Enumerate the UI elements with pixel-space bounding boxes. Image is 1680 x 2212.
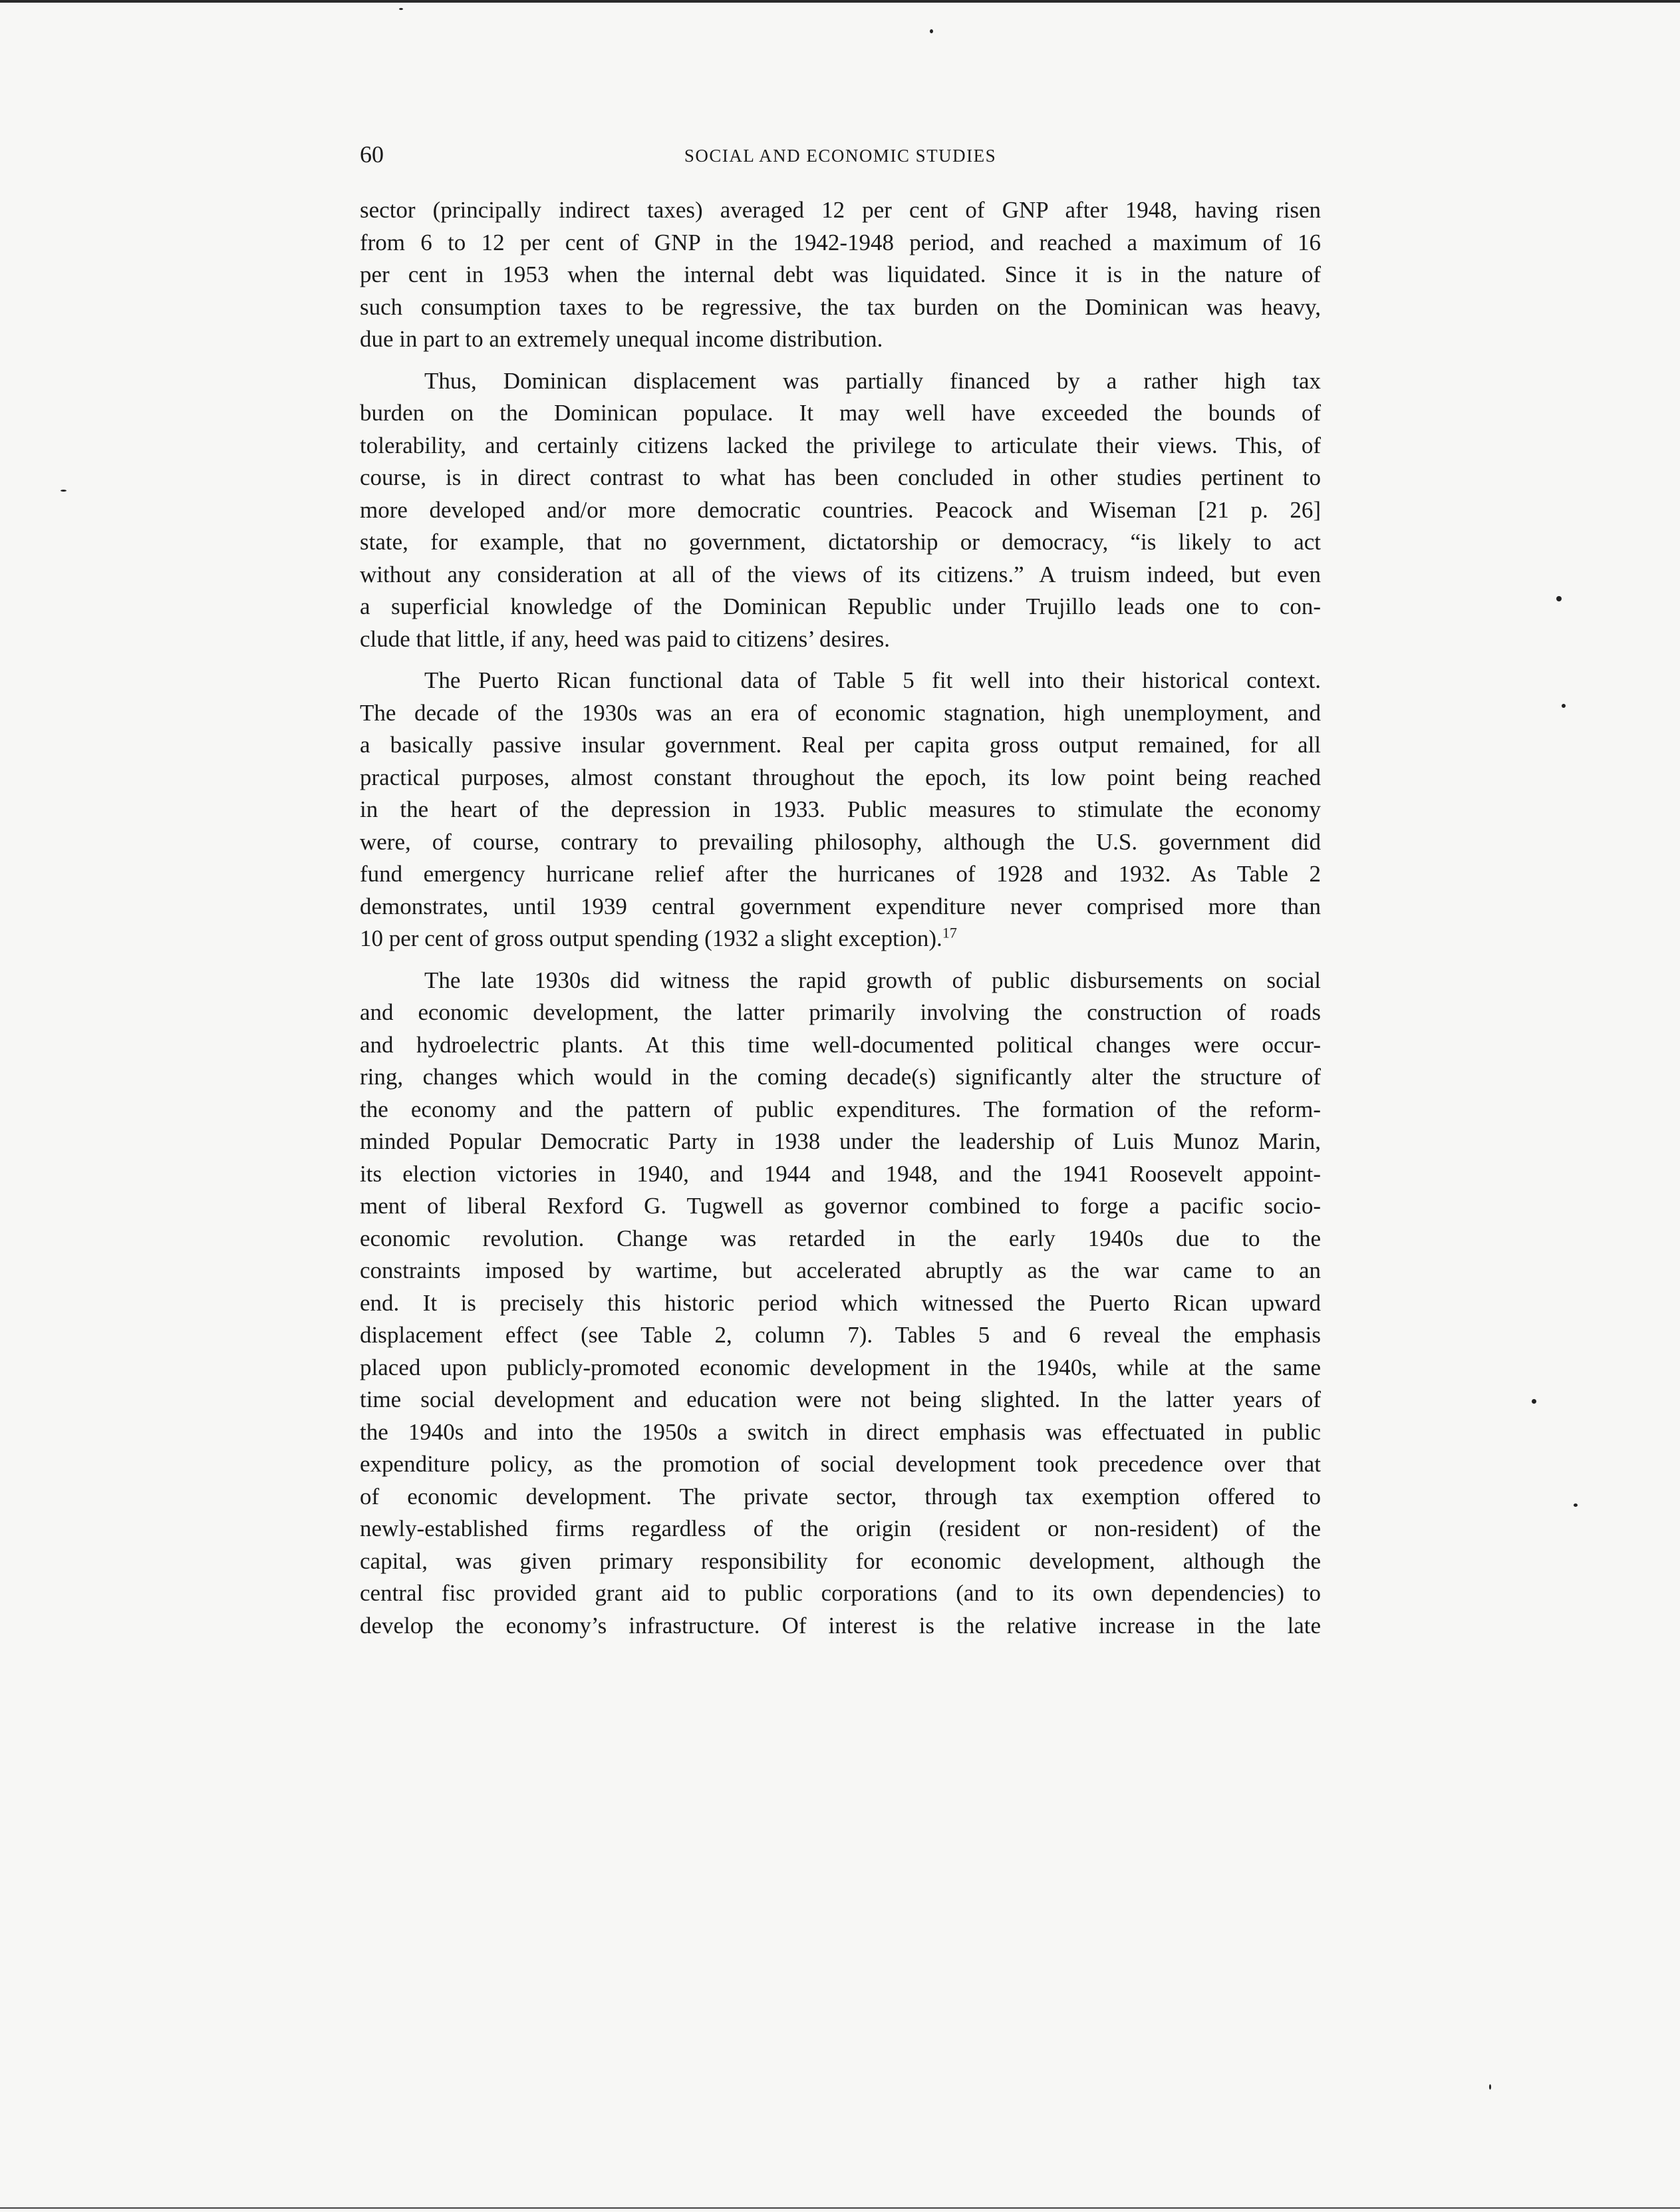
text-line: due in part to an extremely unequal income distribution. (360, 326, 883, 352)
text-line: placed upon publicly-promoted economic development in the 1940s, while at the same (360, 1354, 1321, 1380)
scan-speck (1489, 2084, 1491, 2090)
text-line: per cent in 1953 when the internal debt was liquidated. Since it is in the nature of (360, 261, 1321, 287)
text-line: The decade of the 1930s was an era of economic stagnation, high unemployment, and (360, 699, 1321, 726)
text-line: ring, changes which would in the coming decade(s) significantly alter the structure of (360, 1064, 1321, 1090)
scan-speck (930, 29, 933, 33)
paragraph-4 (360, 965, 1321, 1643)
text-line: fund emergency hurricane relief after the hurricanes of 1928 and 1932. As Table 2 (360, 861, 1321, 887)
text-line: The late 1930s did witness the rapid growth of public disbursements on social (424, 967, 1321, 993)
text-line: economic revolution. Change was retarded in the early 1940s due to the (360, 1225, 1321, 1251)
text-line: and economic development, the latter primarily involving the construction of roads (360, 999, 1321, 1025)
text-line: and hydroelectric plants. At this time well-documented political changes were occur- (360, 1031, 1321, 1058)
text-line: The Puerto Rican functional data of Table 5 fit well into their historical context. (424, 667, 1321, 693)
text-line: the economy and the pattern of public expenditures. The formation of the reform- (360, 1096, 1321, 1122)
text-line: constraints imposed by wartime, but accelerated abruptly as the war came to an (360, 1257, 1321, 1283)
text-line: sector (principally indirect taxes) averaged 12 per cent of GNP after 1948, having risen (360, 197, 1321, 223)
running-head: SOCIAL AND ECONOMIC STUDIES (684, 146, 997, 166)
text-line: demonstrates, until 1939 central government expenditure never comprised more than (360, 893, 1321, 919)
text-line: tolerability, and certainly citizens lacked the privilege to articulate their views. This, of (360, 432, 1321, 458)
paragraph-3 (360, 665, 1321, 955)
text-line: its election victories in 1940, and 1944 and 1948, and the 1941 Roosevelt appoint- (360, 1160, 1321, 1187)
paragraph-2 (360, 365, 1321, 656)
page-number: 60 (360, 141, 384, 168)
text-line: more developed and/or more democratic countries. Peacock and Wiseman [21 p. 26] (360, 496, 1321, 523)
scan-top-edge (0, 0, 1680, 3)
footnote-reference: 17 (942, 924, 957, 941)
text-line: Thus, Dominican displacement was partially financed by a rather high tax (424, 367, 1321, 394)
text-line: displacement effect (see Table 2, column 7). Tables 5 and 6 reveal the emphasis (360, 1322, 1321, 1348)
paragraph-1 (360, 194, 1321, 356)
text-line: end. It is precisely this historic period which witnessed the Puerto Rican upward (360, 1289, 1321, 1316)
text-line: a superficial knowledge of the Dominican Republic under Trujillo leads one to con- (360, 593, 1321, 619)
scan-speck (1532, 1399, 1536, 1404)
text-line: central fisc provided grant aid to public corporations (and to its own dependencies) to (360, 1580, 1321, 1606)
text-line: of economic development. The private sector, through tax exemption offered to (360, 1483, 1321, 1509)
text-line: from 6 to 12 per cent of GNP in the 1942-1948 period, and reached a maximum of 16 (360, 229, 1321, 255)
text-line: develop the economy’s infrastructure. Of interest is the relative increase in the late (360, 1612, 1321, 1639)
scan-speck (1556, 596, 1562, 601)
text-line: practical purposes, almost constant throughout the epoch, its low point being reached (360, 764, 1321, 790)
text-line: clude that little, if any, heed was paid to citizens’ desires. (360, 625, 890, 652)
text-line: without any consideration at all of the views of its citizens.” A truism indeed, but even (360, 561, 1321, 587)
text-line-content: 10 per cent of gross output spending (1932 a slight exception). (360, 925, 942, 951)
text-line: a basically passive insular government. Real per capita gross output remained, for all (360, 732, 1321, 758)
text-line: minded Popular Democratic Party in 1938 under the leadership of Luis Munoz Marin, (360, 1128, 1321, 1154)
text-line (360, 923, 1321, 955)
text-line: course, is in direct contrast to what has been concluded in other studies pertinent to (360, 464, 1321, 490)
text-line: newly-established firms regardless of the origin (resident or non-resident) of the (360, 1515, 1321, 1541)
text-line: ment of liberal Rexford G. Tugwell as governor combined to forge a pacific socio- (360, 1193, 1321, 1219)
scan-speck (1562, 704, 1566, 708)
body-text (360, 194, 1321, 1651)
text-line: were, of course, contrary to prevailing philosophy, although the U.S. government did (360, 828, 1321, 855)
text-line: state, for example, that no government, dictatorship or democracy, “is likely to act (360, 529, 1321, 555)
text-line: time social development and education were not being slighted. In the latter years of (360, 1386, 1321, 1412)
scan-speck (1574, 1503, 1578, 1507)
text-line: expenditure policy, as the promotion of social development took precedence over that (360, 1451, 1321, 1477)
scan-bottom-edge (0, 2207, 1680, 2209)
text-line: such consumption taxes to be regressive, the tax burden on the Dominican was heavy, (360, 293, 1321, 320)
scan-speck (61, 490, 67, 492)
text-line: capital, was given primary responsibility for economic development, although the (360, 1547, 1321, 1574)
text-line: in the heart of the depression in 1933. Public measures to stimulate the economy (360, 796, 1321, 822)
scan-speck (399, 8, 403, 10)
text-line: burden on the Dominican populace. It may well have exceeded the bounds of (360, 400, 1321, 426)
text-line: the 1940s and into the 1950s a switch in direct emphasis was effectuated in public (360, 1418, 1321, 1445)
